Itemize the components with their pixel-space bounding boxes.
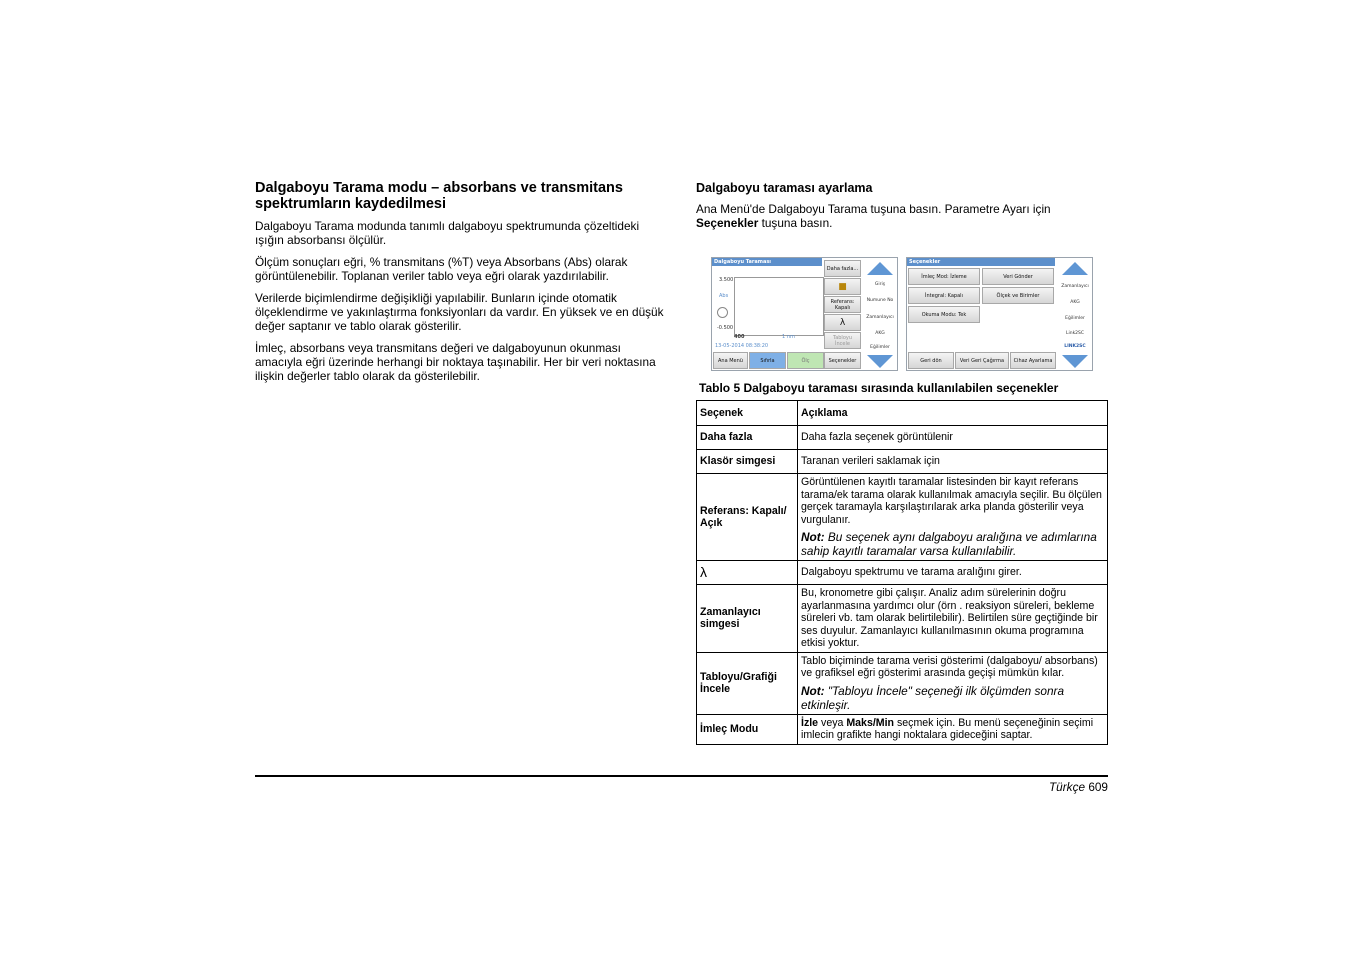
note-body: "Tabloyu İncele" seçeneği ilk ölçümden sonra etkinleşir. — [801, 683, 1065, 712]
scroll-down-icon[interactable] — [1062, 355, 1088, 368]
side-icon-label[interactable]: Link2SC — [1065, 331, 1085, 336]
note-body: Bu seçenek aynı dalgaboyu aralığına ve adımlarına sahip kayıtlı taramalar varsa kullanılabilir. — [801, 530, 1097, 558]
side-icon-label[interactable]: AKG — [1070, 300, 1080, 305]
send-data-button[interactable]: Veri Gönder — [982, 268, 1054, 285]
option-cell: Zamanlayıcı simgesi — [697, 585, 798, 653]
side-icon-label[interactable]: Zamanlayıcı — [1061, 284, 1089, 289]
description-text: Tablo biçiminde tarama verisi gösterimi (dalgaboyu/ absorbans) ve grafiksel eğri gösterimi arasında geçişi mümkün kılar. — [801, 654, 1098, 679]
description-cell: Daha fazla seçenek görüntülenir — [798, 426, 1108, 450]
side-icon-label[interactable]: Zamanlayıcı — [866, 315, 894, 320]
description-cell: Taranan verileri saklamak için — [798, 450, 1108, 474]
instrument-setup-button[interactable]: Cihaz Ayarlama — [1010, 352, 1056, 369]
integral-button[interactable]: İntegral: Kapalı — [908, 287, 980, 304]
page-number: 609 — [1088, 780, 1108, 794]
zoom-icon[interactable] — [717, 307, 728, 318]
option-cell: İmleç Modu — [697, 714, 798, 744]
y-bottom-label: -0.500 — [717, 325, 734, 331]
scroll-up-icon[interactable] — [1062, 262, 1088, 275]
header-description: Açıklama — [798, 401, 1108, 426]
section-heading: Dalgaboyu Tarama modu – absorbans ve transmitans spektrumların kaydedilmesi — [255, 180, 623, 212]
table-row — [697, 561, 1108, 585]
scroll-up-icon[interactable] — [867, 262, 893, 275]
description-cell — [798, 652, 1108, 714]
side-icon-label[interactable]: Giriş — [874, 282, 886, 287]
side-icon-label[interactable]: Numune No — [866, 298, 894, 303]
description-cell: Bu, kronometre gibi çalışır. Analiz adım sürelerinin doğru ayarlanmasına yardımcı olur (örn . reaksiyon süreleri, bekleme süreleri vb. tam olarak belirtilebilir). Belirtilen süre geçtiğinde bir ses duyulur. Zamanlayıcı kullanılmasının okuma programına etkisi yoktur. — [798, 585, 1108, 653]
cursor-mode-button[interactable]: İmleç Mod: İzleme — [908, 268, 980, 285]
screen-title: Dalgaboyu Taraması — [712, 258, 822, 266]
screen-title: Seçenekler — [907, 258, 1055, 266]
intro-bold: Seçenekler — [696, 216, 759, 230]
intro-text-end: tuşuna basın. — [758, 216, 833, 230]
description-cell — [798, 714, 1108, 744]
option-cell: Daha fazla — [697, 426, 798, 450]
side-icon-label[interactable]: LINK2SC — [1064, 344, 1086, 349]
y-axis-label: Abs — [719, 293, 729, 299]
read-button[interactable]: Ölç — [787, 352, 824, 369]
note-text — [801, 530, 1104, 558]
lambda-cell: λ — [697, 561, 798, 585]
right-column — [696, 180, 1108, 230]
timestamp: 13-05-2014 08:38:20 — [715, 343, 769, 349]
note-label: Not: — [801, 530, 825, 544]
left-column — [255, 180, 665, 391]
recall-data-button[interactable]: Veri Geri Çağırma — [955, 352, 1009, 369]
y-top-label: 3.500 — [719, 277, 734, 283]
note-text — [801, 684, 1104, 712]
folder-icon[interactable]: ■ — [824, 278, 861, 295]
paragraph-1: Dalgaboyu Tarama modunda tanımlı dalgaboyu spektrumunda çözeltideki ışığın absorbansı ölçülür. — [255, 219, 640, 247]
zero-button[interactable]: Sıfırla — [749, 352, 786, 369]
option-cell: Klasör simgesi — [697, 450, 798, 474]
table-row — [697, 474, 1108, 561]
reading-mode-button[interactable]: Okuma Modu: Tek — [908, 306, 980, 323]
desc-mid-2: seçmek için. Bu menü seçeneğinin seçimi imlecin grafikte hangi noktalara gideceğini saptar. — [801, 716, 1094, 741]
intro-text: Ana Menü'de Dalgaboyu Tarama tuşuna basın. Parametre Ayarı için — [696, 202, 1051, 216]
description-cell: Dalgaboyu spektrumu ve tarama aralığını girer. — [798, 561, 1108, 585]
table-view-button[interactable]: Tabloyu İncele — [824, 332, 861, 349]
desc-mid-1: veya — [818, 716, 847, 729]
footer-rule — [255, 775, 1108, 777]
measure-units-button[interactable]: Ölçek ve Birimler — [982, 287, 1054, 304]
side-icon-label[interactable]: AKG — [875, 331, 885, 336]
subsection-heading: Dalgaboyu taraması ayarlama — [696, 181, 873, 195]
option-cell: Referans: Kapalı/ Açık — [697, 474, 798, 561]
desc-bold-1: İzle — [801, 716, 819, 729]
side-icon-label[interactable]: Eğilimler — [870, 345, 890, 350]
lambda-button[interactable]: λ — [824, 314, 861, 331]
table-row — [697, 450, 1108, 474]
options-button[interactable]: Seçenekler — [824, 352, 861, 369]
table-row — [697, 714, 1108, 744]
side-panel — [1058, 260, 1092, 368]
intro-paragraph — [696, 202, 1108, 230]
table-caption: Tablo 5 Dalgaboyu taraması sırasında kullanılabilen seçenekler — [699, 381, 1059, 395]
side-icon-label[interactable]: Eğilimler — [1065, 316, 1085, 321]
description-text: Görüntülenen kayıtlı taramalar listesinden bir kayıt referans tarama/ek tarama olarak kullanılmak amacıyla seçilir. Bu ölçülen gerçek taramayla karşılaştırılarak arka planda gösterilir veya vurgulanır. — [801, 476, 1102, 526]
table-row — [697, 652, 1108, 714]
side-panel — [863, 260, 897, 368]
x-unit-label: 1 nm — [782, 334, 795, 340]
paragraph-3: Verilerde biçimlendirme değişikliği yapılabilir. Bunların içinde otomatik ölçeklendirme ve yakınlaştırma fonksiyonları da vardır. En yüksek ve en düşük değer saptanır ve tablo olarak gösterilir. — [255, 291, 664, 333]
description-cell — [798, 474, 1108, 561]
graph-area — [734, 277, 824, 336]
back-button[interactable]: Geri dön — [908, 352, 954, 369]
header-option: Seçenek — [697, 401, 798, 426]
option-cell: Tabloyu/Grafiği İncele — [697, 652, 798, 714]
wavelength-scan-screenshot — [711, 257, 898, 371]
note-label: Not: — [801, 683, 825, 698]
table-row — [697, 585, 1108, 653]
x-start-label: 400 — [734, 334, 745, 340]
paragraph-4: İmleç, absorbans veya transmitans değeri ve dalgaboyunun okunması amacıyla eğri üzerinde herhangi bir noktaya taşınabilir. Her bir veri noktasına ilişkin değerler tablo olarak da gösterilebilir. — [255, 341, 656, 383]
paragraph-2: Ölçüm sonuçları eğri, % transmitans (%T) veya Absorbans (Abs) olarak görüntülenebilir. Toplanan veriler tablo veya eğri olarak yazdırılabilir. — [255, 255, 628, 283]
more-button[interactable]: Daha fazla... — [824, 260, 861, 277]
options-screenshot — [906, 257, 1093, 371]
scroll-down-icon[interactable] — [867, 355, 893, 368]
main-menu-button[interactable]: Ana Menü — [713, 352, 748, 369]
table-header-row — [697, 401, 1108, 426]
table-row — [697, 426, 1108, 450]
desc-bold-2: Maks/Min — [846, 716, 895, 729]
page-footer — [1049, 780, 1108, 794]
options-table — [696, 400, 1108, 745]
reference-button[interactable]: Referans: Kapalı — [824, 296, 861, 313]
footer-language: Türkçe — [1048, 780, 1086, 794]
